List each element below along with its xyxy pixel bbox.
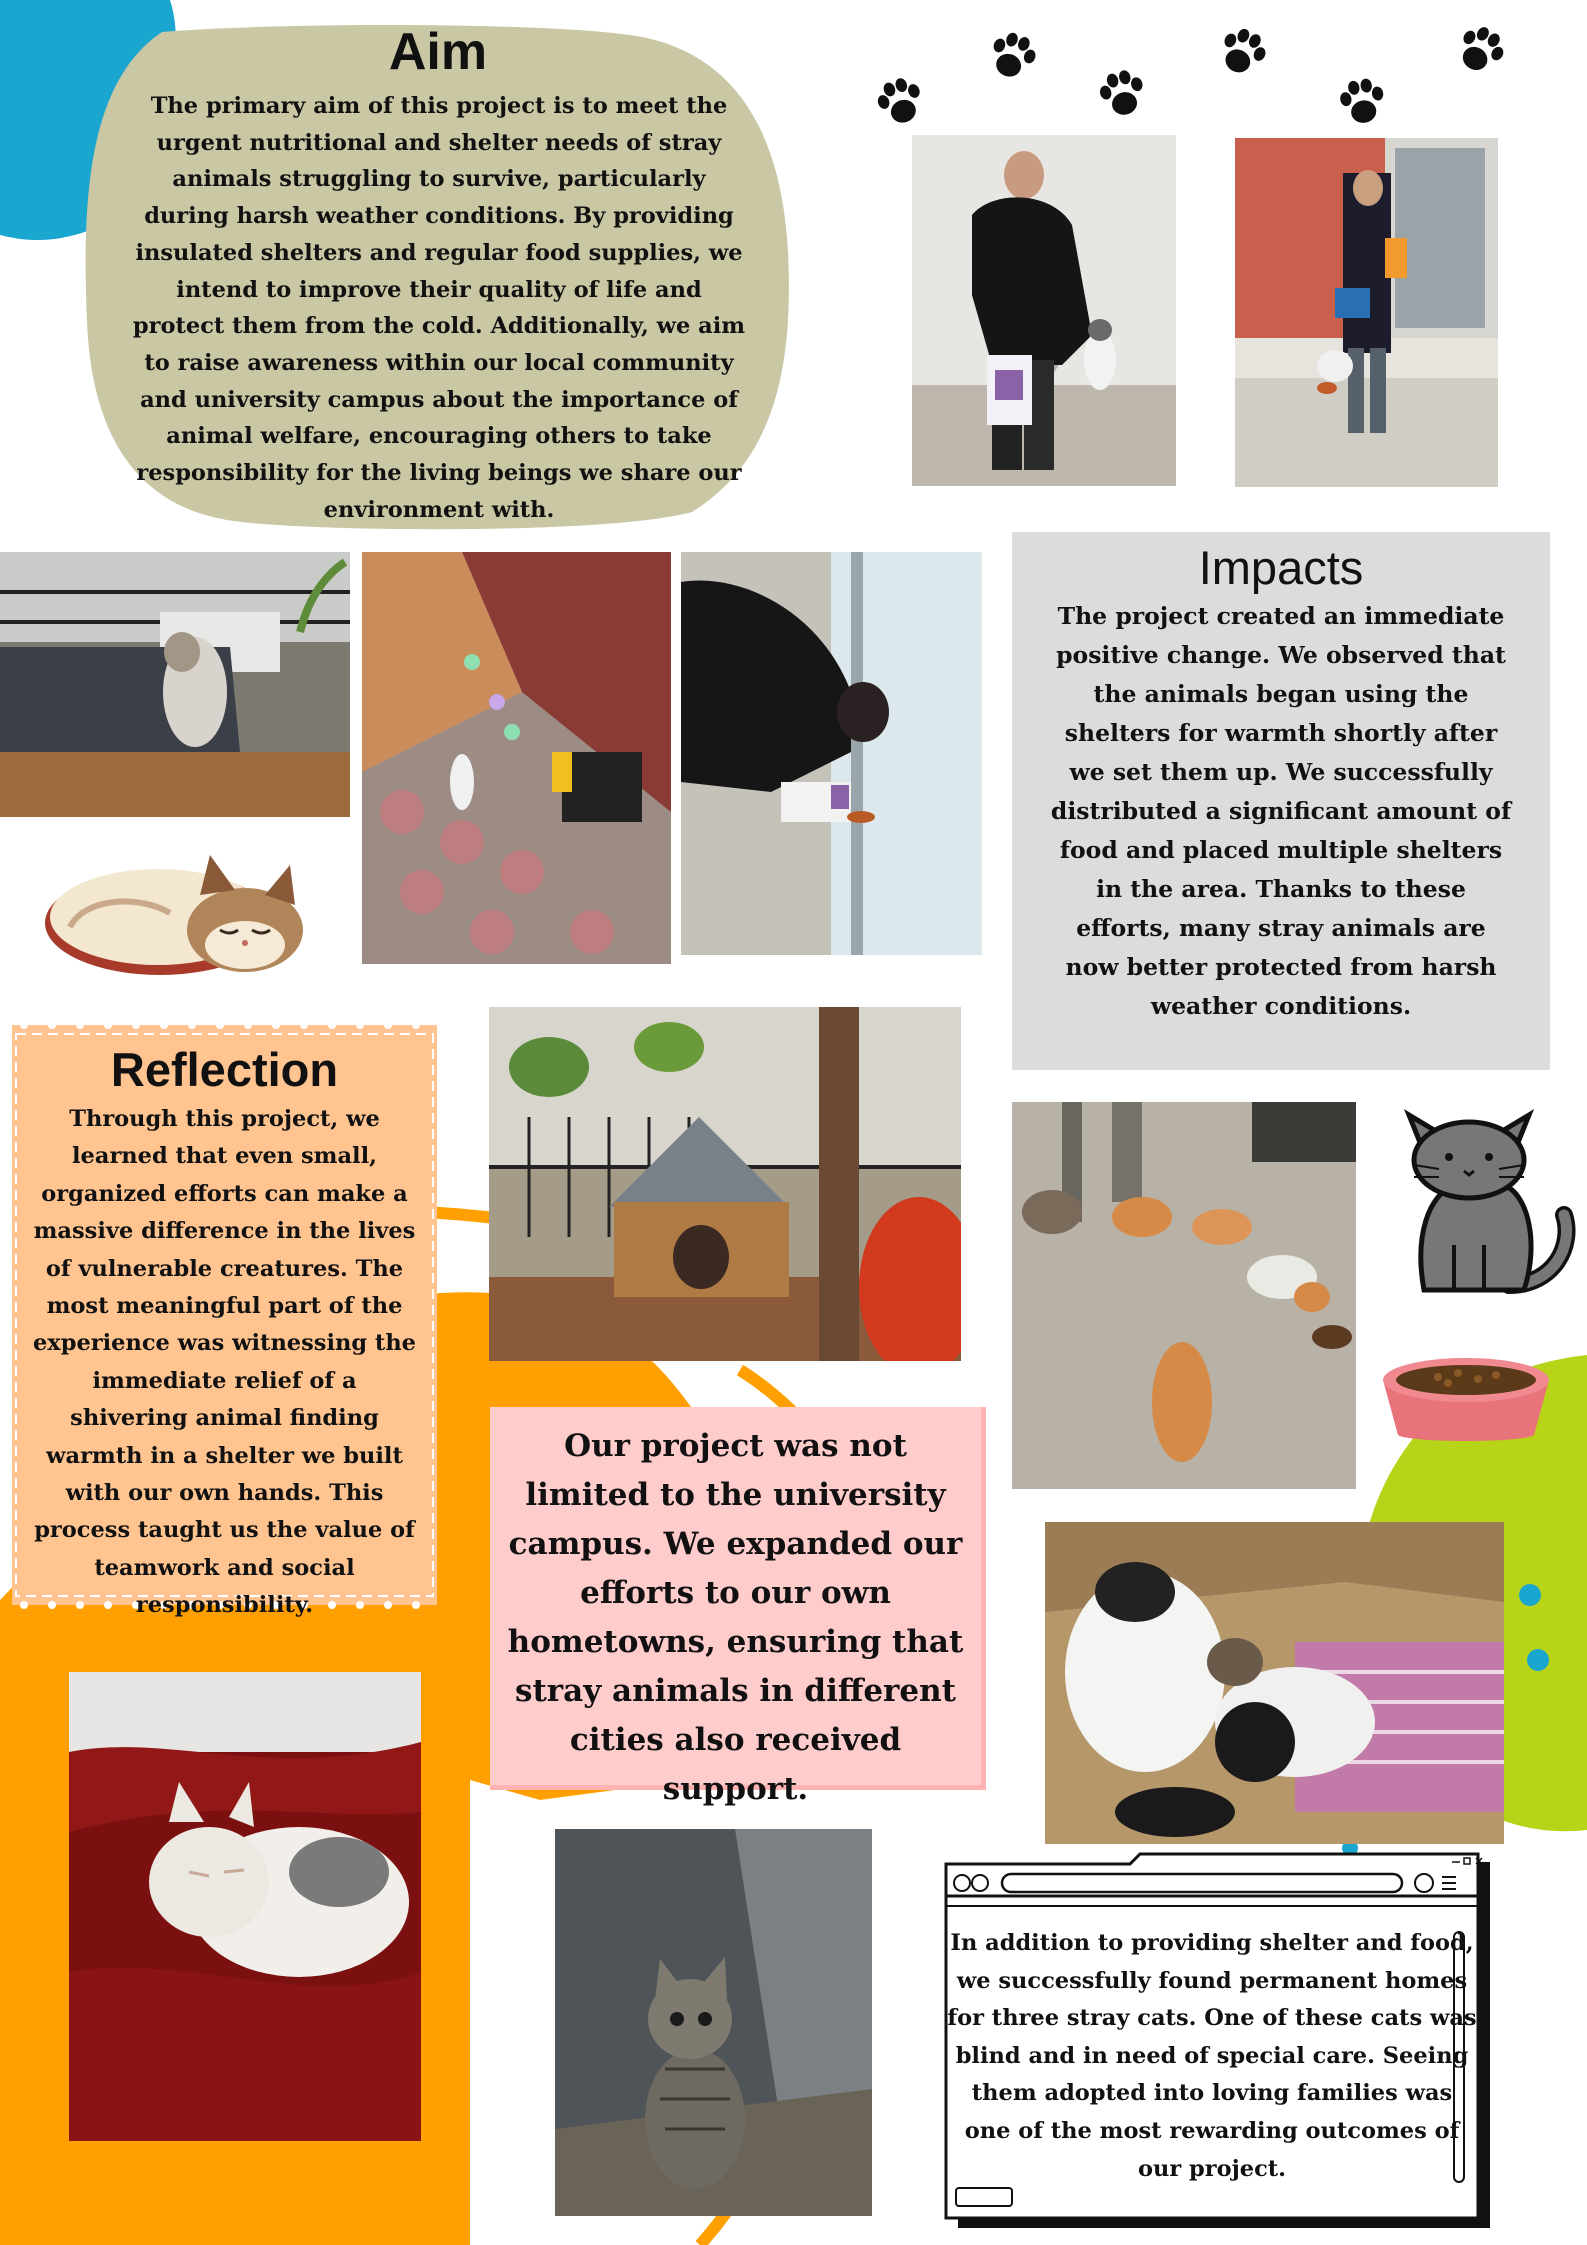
photo-person-feeding-cat <box>912 135 1176 486</box>
photo-person-bending-with-food <box>681 552 982 955</box>
paw-print-icon <box>1094 66 1150 122</box>
impacts-title: Impacts <box>1198 541 1364 594</box>
reflection-title: Reflection <box>110 1043 339 1096</box>
photo-kittens-eating <box>1012 1102 1356 1489</box>
aim-title: Aim <box>388 23 488 81</box>
photo-tabby-kitten <box>555 1829 872 2216</box>
paw-print-icon <box>1334 74 1390 130</box>
paw-print-icon <box>984 28 1040 84</box>
photo-person-with-food-bag <box>1235 138 1498 487</box>
impacts-text: The project created an immediate positive change. We observed that the animals began using the shelters for warmth shortly after we set them up. We successfully distributed a significant amount of food and placed multiple shelters in the area. Thanks to these efforts, many stray animals are now better protected from harsh weather conditions. <box>1050 602 1512 1020</box>
paw-print-icon <box>1452 22 1508 78</box>
photo-food-dishes-along-wall <box>362 552 671 964</box>
photo-kitten-in-box <box>1045 1522 1504 1844</box>
photo-white-cat-on-blanket <box>69 1672 421 2141</box>
paw-print-icon <box>1214 24 1270 80</box>
photo-wooden-cat-shelter <box>489 1007 961 1361</box>
sitting-cat-icon <box>1394 1095 1579 1302</box>
reflection-text: Through this project, we learned that even small, organized efforts can make a massive difference in the lives of vulnerable creatures. The most meaningful part of the experience was witnessing the immediate relief of a shivering animal finding warmth in a shelter we built with our own hands. This process taught us the value of teamwork and social responsibility. <box>32 1106 416 1619</box>
hometowns-note-text: Our project was not limited to the university campus. We expanded our efforts to our own hometowns, ensuring that stray animals in different cities also received support. <box>507 1428 964 1807</box>
photo-cat-on-shelter <box>0 552 350 817</box>
sleeping-cat-icon <box>40 835 308 980</box>
aim-text: The primary aim of this project is to meet the urgent nutritional and shelter needs of stray animals struggling to survive, particularly during harsh weather conditions. By providing insulated shelters and regular food supplies, we intend to improve their quality of life and protect them from the cold. Additionally, we aim to raise awareness within our local community and university campus about the importance of animal welfare, encouraging others to take responsibility for the living beings we share our environment with. <box>132 93 746 523</box>
food-bowl-icon <box>1378 1355 1554 1445</box>
paw-print-icon <box>872 74 928 130</box>
adoption-text: In addition to providing shelter and food, we successfully found permanent homes for three stray cats. One of these cats was blind and in need of special care. Seeing them adopted into loving families was one of the most rewarding outcomes of our project. <box>947 1930 1477 2182</box>
